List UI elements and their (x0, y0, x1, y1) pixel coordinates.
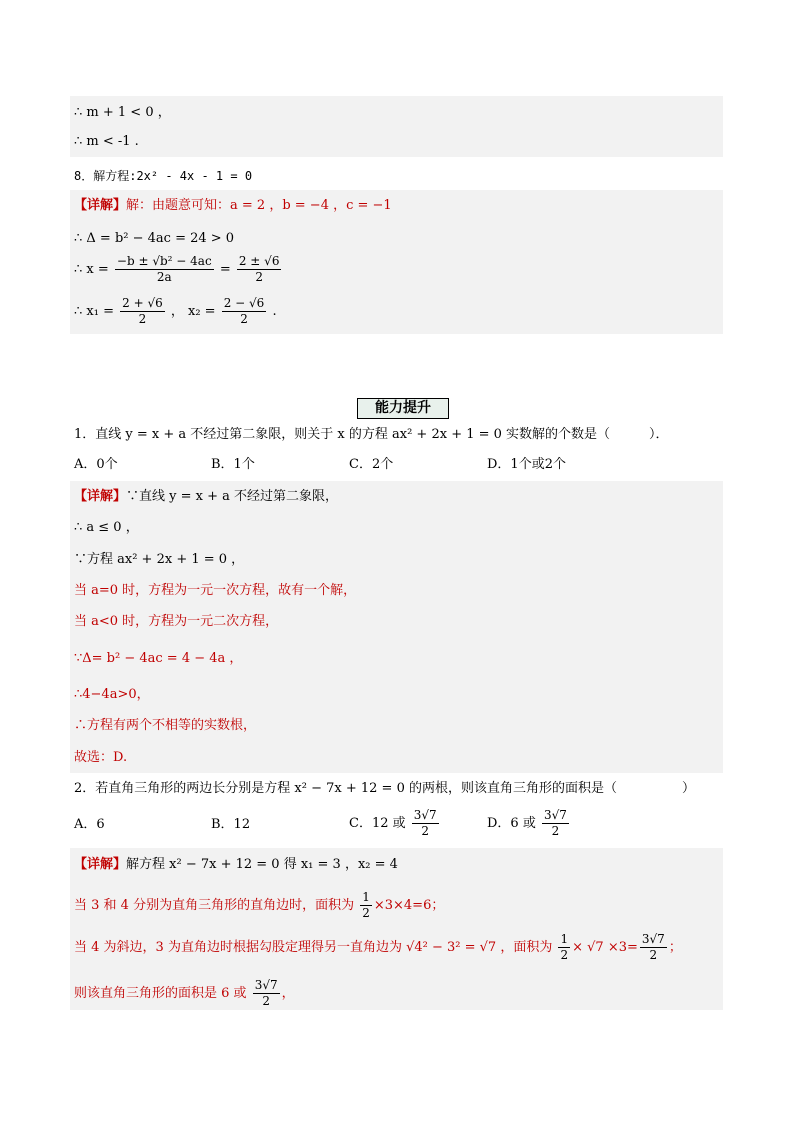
option-d-label: D．6 或 (487, 816, 536, 831)
detail-tag: 【详解】 (74, 198, 127, 213)
frac-numerator: 3√7 (254, 978, 278, 992)
frac-denominator: 2 (362, 906, 370, 920)
option-c-label: C．12 或 (349, 816, 406, 831)
frac-numerator: 3√7 (413, 808, 437, 822)
p1-solution-line-8: ∴方程有两个不相等的实数根， (74, 718, 257, 733)
problem-1-option-a: A．0个 (74, 457, 118, 472)
q8-l1-text: 解：由题意可知：a = 2 ，b = −4 ，c = −1 (126, 198, 392, 213)
p2-s4-text: 则该直角三角形的面积是 6 或 (74, 986, 247, 1001)
frac-denominator: 2 (138, 312, 147, 326)
p1-solution-line-9: 故选：D. (74, 750, 128, 765)
p1-solution-line-6: ∵Δ= b² − 4ac = 4 − 4a ， (74, 651, 243, 666)
p1-solution-line-4: 当 a=0 时，方程为一元一次方程，故有一个解， (74, 583, 357, 598)
q8-result-fraction (237, 254, 282, 285)
frac-numerator: 1 (362, 890, 370, 904)
p2-s2-fraction (360, 890, 372, 921)
frac-numerator: 2 ± √6 (238, 254, 280, 268)
q8-quadratic-formula (115, 254, 214, 285)
section-heading: 能力提升 (357, 398, 449, 419)
p2-s4-fraction (253, 978, 280, 1009)
p2-solution-line-1 (74, 856, 398, 874)
p1-solution-line-2: ∴ a ≤ 0 ， (74, 520, 139, 535)
p2-s2-text: 当 3 和 4 分别为直角三角形的直角边时，面积为 (74, 898, 355, 913)
prev-solution-line-1: ∴ m + 1 < 0 ， (74, 105, 171, 120)
problem-2-option-a: A．6 (74, 817, 105, 832)
p2-s3-text: 当 4 为斜边，3 为直角边时根据勾股定理得另一直角边为 √4² − 3² = √7 ，面积为 (74, 940, 553, 955)
q8-l3-eq: = (219, 262, 231, 277)
p1-solution-line-7: ∴4−4a>0， (74, 687, 150, 702)
q8-solution-line-1 (74, 197, 392, 215)
p1-s1-text: ∵直线 y = x + a 不经过第二象限， (126, 489, 339, 504)
frac-numerator: −b ± √b² − 4ac (116, 254, 212, 268)
frac-denominator: 2 (649, 948, 658, 962)
p2-s3-fraction-2 (640, 932, 667, 963)
p2-s2-tail: ×3×4=6； (373, 898, 445, 913)
problem-1-question: 1．直线 y = x + a 不经过第二象限，则关于 x 的方程 ax² + 2x + 1 = 0 实数解的个数是（ ）． (74, 427, 669, 442)
p2-s3-end: ； (668, 940, 682, 955)
p2-solution-line-3 (74, 932, 682, 963)
p2-s3-mid: × √7 ×3= (572, 940, 638, 955)
problem-2-question: 2．若直角三角形的两边长分别是方程 x² − 7x + 12 = 0 的两根，则该直角三角形的面积是（ ） (74, 781, 695, 796)
q8-l4-prefix: ∴ x₁ = (74, 304, 114, 319)
problem-1-option-b: B．1个 (211, 457, 255, 472)
problem-2-option-b: B．12 (211, 817, 251, 832)
detail-tag: 【详解】 (74, 857, 127, 872)
p2-s1-text: 解方程 x² − 7x + 12 = 0 得 x₁ = 3 ，x₂ = 4 (126, 857, 398, 872)
frac-denominator: 2a (156, 270, 172, 284)
q8-solution-line-3 (74, 254, 283, 285)
problem-2-option-c (349, 808, 441, 839)
problem-1-option-d: D．1个或2个 (487, 457, 566, 472)
p1-solution-line-5: 当 a<0 时，方程为一元二次方程， (74, 614, 279, 629)
option-d-fraction (542, 808, 569, 839)
frac-denominator: 2 (560, 948, 569, 962)
q8-l4-end: . (272, 304, 277, 319)
frac-denominator: 2 (262, 994, 270, 1008)
q8-solution-line-4 (74, 296, 277, 327)
p1-solution-line-3: ∵方程 ax² + 2x + 1 = 0 ， (74, 552, 245, 567)
prev-solution-line-2: ∴ m < -1 . (74, 134, 139, 149)
q8-root-2 (222, 296, 267, 327)
frac-denominator: 2 (255, 270, 263, 284)
q8-l4-mid: ， x₂ = (170, 304, 216, 319)
p2-solution-line-4 (74, 978, 295, 1009)
option-c-fraction (412, 808, 439, 839)
p1-solution-line-1 (74, 488, 338, 506)
question-8-title: 8．解方程:2x² - 4x - 1 = 0 (74, 169, 253, 183)
frac-denominator: 2 (421, 824, 430, 838)
frac-denominator: 2 (551, 824, 560, 838)
frac-denominator: 2 (240, 312, 248, 326)
frac-numerator: 2 − √6 (223, 296, 265, 310)
detail-tag: 【详解】 (74, 489, 127, 504)
frac-numerator: 1 (560, 932, 569, 946)
problem-1-option-c: C．2个 (349, 457, 394, 472)
frac-numerator: 2 + √6 (122, 296, 163, 310)
p2-s3-fraction (558, 932, 570, 963)
frac-numerator: 3√7 (641, 932, 665, 946)
q8-l3-prefix: ∴ x = (74, 262, 109, 277)
frac-numerator: 3√7 (543, 808, 567, 822)
problem-2-option-d (487, 808, 571, 839)
p2-s4-end: ， (281, 986, 295, 1001)
p2-solution-line-2 (74, 890, 444, 921)
q8-root-1 (120, 296, 165, 327)
q8-solution-line-2: ∴ Δ = b² − 4ac = 24 > 0 (74, 231, 235, 246)
